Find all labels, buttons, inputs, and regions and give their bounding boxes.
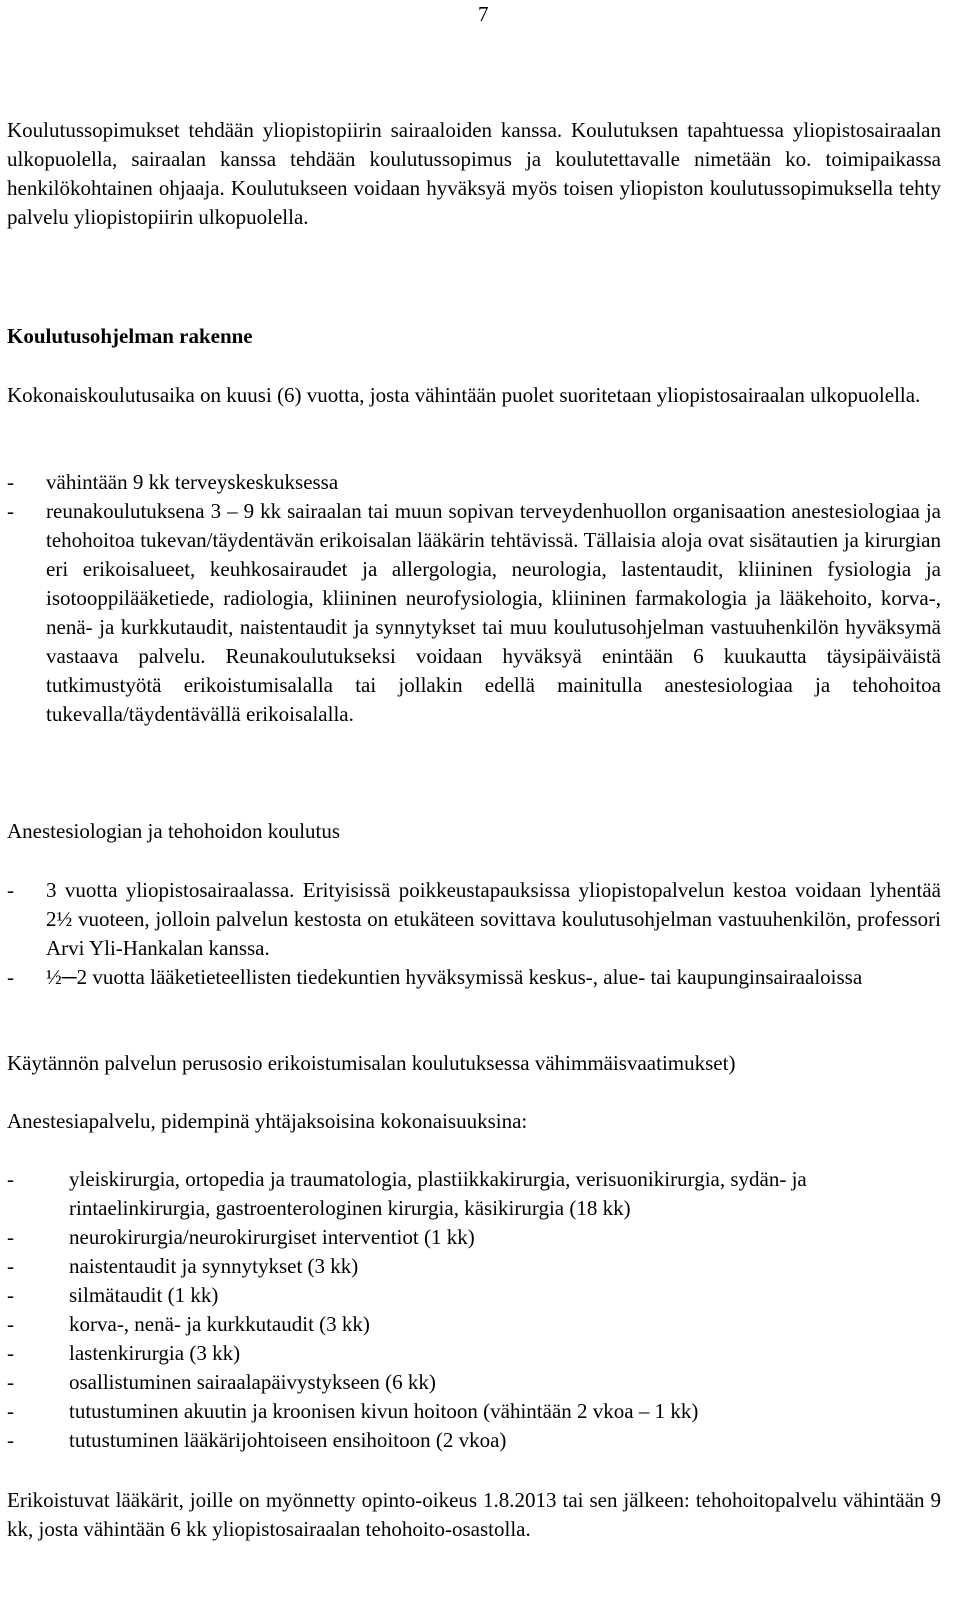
page-number: 7 — [478, 2, 489, 26]
list-item: - ½─2 vuotta lääketieteellisten tiedekuntien hyväksymissä keskus-, alue- tai kaupunginsairaaloissa — [7, 965, 863, 989]
list-item: - silmätaudit (1 kk) — [7, 1283, 219, 1307]
training-heading: Anestesiologian ja tehohoidon koulutus — [7, 819, 341, 843]
structure-list — [7, 468, 941, 729]
final-section — [7, 1486, 941, 1544]
structure-heading-block — [7, 322, 941, 351]
intro-paragraph: Koulutussopimukset tehdään yliopistopiirin sairaaloiden kanssa. Koulutuksen tapahtuessa yliopistosairaalan ulkopuolella, sairaalan kanssa tehdään koulutussopimus ja koulutettavalle nimetään ko. toimipaikassa henkilökohtainen ohjaaja. Koulutukseen voidaan hyväksyä myös toisen yliopiston koulutussopimuksella tehty palvelu yliopistopiirin ulkopuolella. — [7, 118, 941, 229]
practical-heading: Käytännön palvelun perusosio erikoistumisalan koulutuksessa vähimmäisvaatimukset) — [7, 1051, 736, 1075]
list-item: - korva-, nenä- ja kurkkutaudit (3 kk) — [7, 1312, 370, 1336]
list-item: - tutustuminen lääkärijohtoiseen ensihoitoon (2 vkoa) — [7, 1428, 507, 1452]
structure-heading: Koulutusohjelman rakenne — [7, 324, 253, 348]
list-item: - neurokirurgia/neurokirurgiset interventiot (1 kk) — [7, 1225, 475, 1249]
list-item: - lastenkirurgia (3 kk) — [7, 1341, 241, 1365]
list-item: - reunakoulutuksena 3 – 9 kk sairaalan tai muun sopivan terveydenhuollon organisaation anestesiologiaa ja tehohoitoa tukevan/täydentävän erikoisalan lääkärin tehtävissä. Tällaisia aloja ovat sisätautien ja kirurgian eri erikoisalueet, keuhkosairaudet ja allergologia, neurologia, lastentaudit, kliininen fysiologia ja isotooppilääketiede, radiologia, kliininen neurofysiologia, kliininen farmakologia ja lääkehoito, korva-, nenä- ja kurkkutaudit, naistentaudit ja synnytykset tai muu koulutusohjelman vastuuhenkilön hyväksymä vastaava palvelu. Reunakoulutukseksi voidaan hyväksyä enintään 6 kuukautta täysipäiväistä tutkimustyötä erikoistumisalalla tai jollakin edellä mainitulla anestesiologiaa ja tehohoitoa tukevalla/täydentävällä erikoisalalla. — [7, 499, 941, 726]
list-item: - yleiskirurgia, ortopedia ja traumatologia, plastiikkakirurgia, verisuonikirurgia, sydän- ja rintaelinkirurgia, gastroenterologinen kirurgia, käsikirurgia (18 kk) — [7, 1167, 807, 1220]
list-item: - tutustuminen akuutin ja kroonisen kivun hoitoon (vähintään 2 vkoa – 1 kk) — [7, 1399, 699, 1423]
final-paragraph: Erikoistuvat lääkärit, joille on myönnetty opinto-oikeus 1.8.2013 tai sen jälkeen: tehohoitopalvelu vähintään 9 kk, josta vähintään 6 kk yliopistosairaalan tehohoito-osastolla. — [7, 1488, 941, 1541]
anesthesia-list — [7, 1165, 941, 1455]
list-item: - naistentaudit ja synnytykset (3 kk) — [7, 1254, 359, 1278]
anesthesia-heading-block — [7, 1107, 941, 1136]
structure-section — [7, 381, 941, 410]
anesthesia-heading: Anestesiapalvelu, pidempinä yhtäjaksoisina kokonaisuuksina: — [7, 1109, 528, 1133]
training-heading-block — [7, 817, 941, 846]
list-item: - 3 vuotta yliopistosairaalassa. Erityisissä poikkeustapauksissa yliopistopalvelun kestoa voidaan lyhentää 2½ vuoteen, jolloin palvelun kestosta on etukäteen sovittava koulutusohjelman vastuuhenkilön, professori Arvi Yli-Hankalan kanssa. — [7, 878, 941, 960]
list-item: - vähintään 9 kk terveyskeskuksessa — [7, 470, 339, 494]
intro-section — [7, 116, 941, 232]
structure-paragraph: Kokonaiskoulutusaika on kuusi (6) vuotta, josta vähintään puolet suoritetaan yliopistosairaalan ulkopuolella. — [7, 383, 921, 407]
structure-list-block — [7, 468, 941, 729]
training-list — [7, 876, 941, 992]
list-item: - osallistuminen sairaalapäivystykseen (6 kk) — [7, 1370, 436, 1394]
anesthesia-list-block — [7, 1165, 941, 1455]
training-list-block — [7, 876, 941, 992]
practical-heading-block — [7, 1049, 941, 1078]
